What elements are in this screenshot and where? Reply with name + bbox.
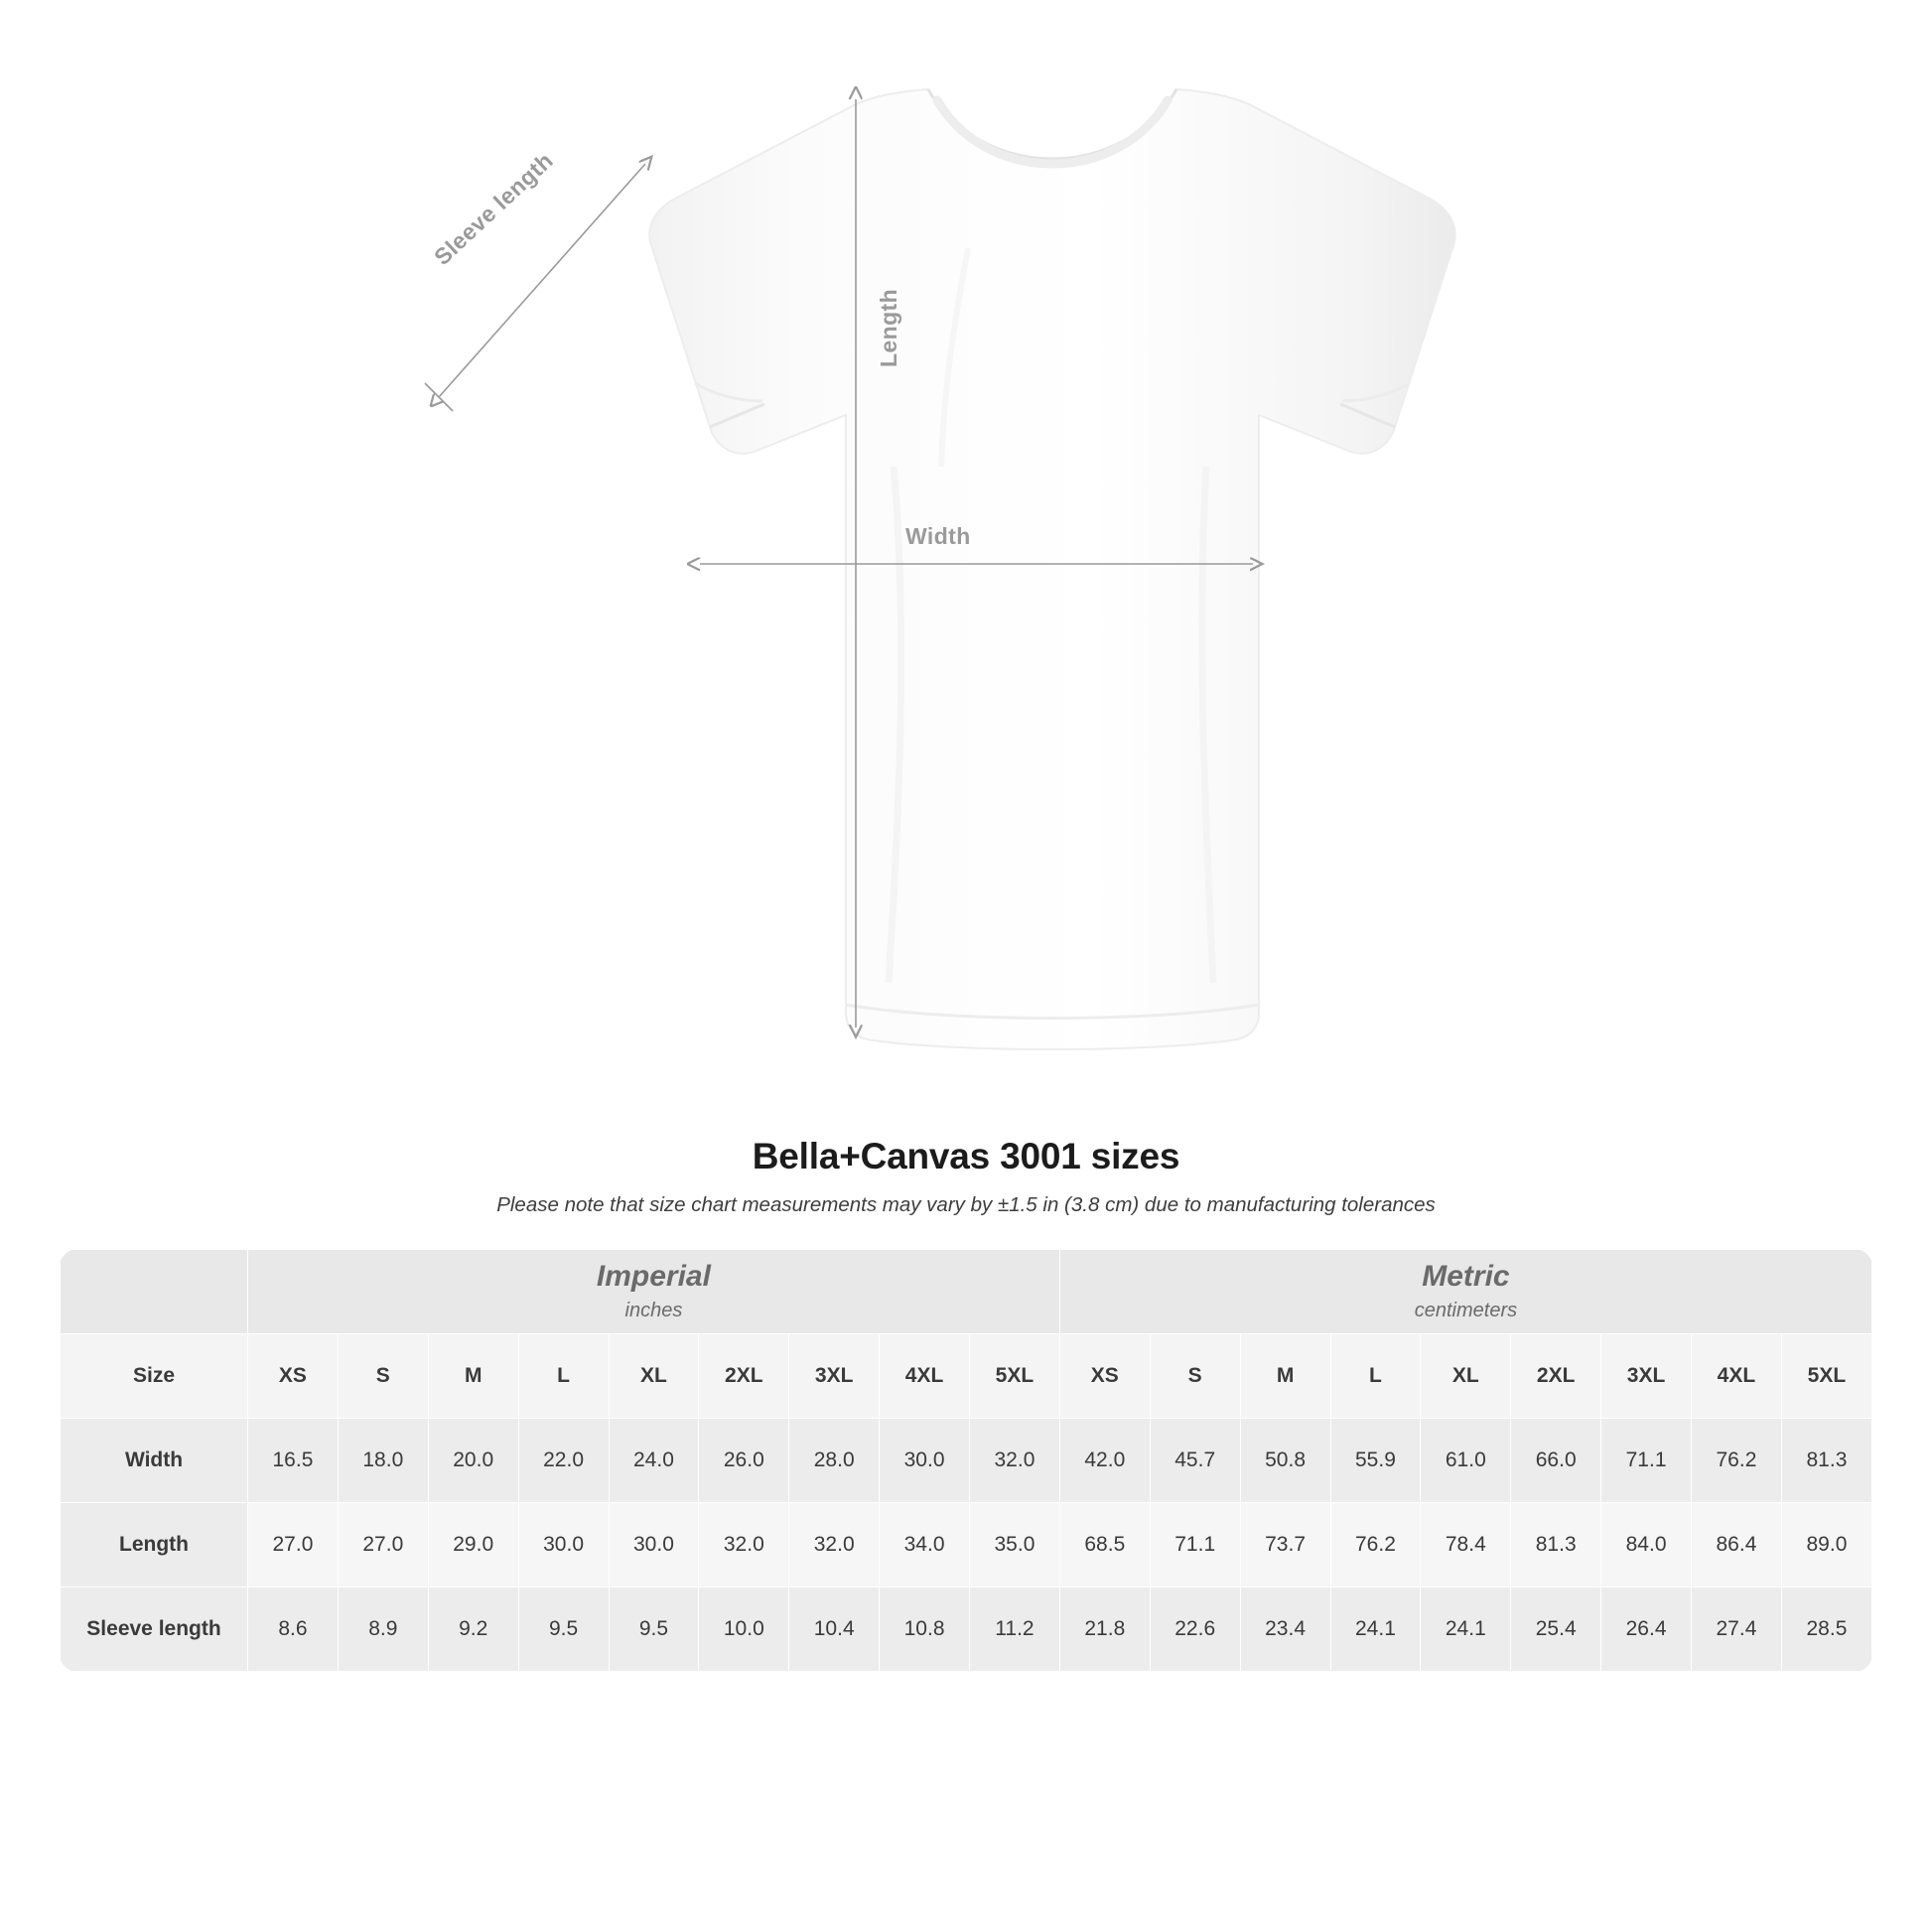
measurement-cell: 55.9: [1330, 1419, 1421, 1503]
size-header-cell: 4XL: [1692, 1334, 1782, 1419]
size-header-row: [61, 1334, 1872, 1419]
size-header-cell: 3XL: [789, 1334, 880, 1419]
size-chart-table-wrapper: [60, 1249, 1872, 1672]
measurement-cell: 66.0: [1511, 1419, 1601, 1503]
table-row: [61, 1503, 1872, 1587]
measurement-cell: 50.8: [1240, 1419, 1330, 1503]
unit-name: Imperial: [596, 1260, 711, 1294]
chart-heading: [0, 1136, 1932, 1217]
measurement-cell: 32.0: [699, 1503, 789, 1587]
measurement-cell: 71.1: [1150, 1503, 1240, 1587]
measurement-cell: 16.5: [248, 1419, 339, 1503]
measurement-cell: 34.0: [880, 1503, 970, 1587]
size-header-label: Size: [61, 1334, 248, 1419]
measurement-cell: 27.4: [1692, 1587, 1782, 1672]
measurement-cell: 22.6: [1150, 1587, 1240, 1672]
measurement-cell: 81.3: [1511, 1503, 1601, 1587]
size-header-cell: 2XL: [699, 1334, 789, 1419]
measurement-cell: 27.0: [248, 1503, 339, 1587]
measurement-cell: 32.0: [789, 1503, 880, 1587]
size-header-cell: S: [1150, 1334, 1240, 1419]
unit-subtitle: centimeters: [1414, 1299, 1518, 1321]
size-header-cell: XL: [609, 1334, 699, 1419]
measurement-cell: 10.8: [880, 1587, 970, 1672]
measurement-cell: 11.2: [970, 1587, 1060, 1672]
measurement-cell: 32.0: [970, 1419, 1060, 1503]
measurement-cell: 28.0: [789, 1419, 880, 1503]
size-header-cell: L: [1330, 1334, 1421, 1419]
measurement-cell: 30.0: [518, 1503, 609, 1587]
unit-subtitle: inches: [624, 1299, 683, 1321]
width-label: Width: [905, 523, 971, 549]
size-header-cell: XS: [1059, 1334, 1150, 1419]
measurement-cell: 29.0: [428, 1503, 518, 1587]
measurement-cell: 35.0: [970, 1503, 1060, 1587]
measurement-cell: 25.4: [1511, 1587, 1601, 1672]
table-row: [61, 1587, 1872, 1672]
measurement-cell: 26.4: [1601, 1587, 1692, 1672]
table-row: [61, 1419, 1872, 1503]
measurement-cell: 81.3: [1781, 1419, 1871, 1503]
unit-header-imperial: [248, 1250, 1060, 1334]
row-label: Sleeve length: [61, 1587, 248, 1672]
measurement-cell: 76.2: [1330, 1503, 1421, 1587]
size-header-cell: M: [428, 1334, 518, 1419]
measurement-cell: 24.1: [1330, 1587, 1421, 1672]
measurement-cell: 86.4: [1692, 1503, 1782, 1587]
measurement-cell: 71.1: [1601, 1419, 1692, 1503]
page-title: Bella+Canvas 3001 sizes: [752, 1136, 1180, 1176]
measurement-cell: 45.7: [1150, 1419, 1240, 1503]
tolerance-note: Please note that size chart measurements may vary by ±1.5 in (3.8 cm) due to manufacturing tolerances: [496, 1193, 1436, 1216]
measurement-cell: 68.5: [1059, 1503, 1150, 1587]
measurement-cell: 8.9: [338, 1587, 428, 1672]
measurement-cell: 9.5: [518, 1587, 609, 1672]
measurement-cell: 30.0: [880, 1419, 970, 1503]
table-corner-cell: [61, 1250, 248, 1334]
measurement-cell: 78.4: [1421, 1503, 1511, 1587]
measurement-cell: 73.7: [1240, 1503, 1330, 1587]
measurement-cell: 24.1: [1421, 1587, 1511, 1672]
measurement-cell: 10.4: [789, 1587, 880, 1672]
measurement-cell: 28.5: [1781, 1587, 1871, 1672]
unit-name: Metric: [1422, 1260, 1510, 1294]
size-header-cell: 3XL: [1601, 1334, 1692, 1419]
measurement-cell: 23.4: [1240, 1587, 1330, 1672]
measurement-cell: 24.0: [609, 1419, 699, 1503]
size-header-cell: 4XL: [880, 1334, 970, 1419]
length-label: Length: [876, 288, 901, 367]
size-chart-table: [60, 1249, 1872, 1672]
measurement-cell: 30.0: [609, 1503, 699, 1587]
measurement-cell: 61.0: [1421, 1419, 1511, 1503]
measurement-cell: 76.2: [1692, 1419, 1782, 1503]
measurement-cell: 9.5: [609, 1587, 699, 1672]
row-label: Width: [61, 1419, 248, 1503]
row-label: Length: [61, 1503, 248, 1587]
size-header-cell: M: [1240, 1334, 1330, 1419]
size-header-cell: L: [518, 1334, 609, 1419]
measurement-cell: 20.0: [428, 1419, 518, 1503]
sleeve-length-label: Sleeve length: [429, 147, 558, 271]
measurement-cell: 18.0: [338, 1419, 428, 1503]
unit-header-metric: [1059, 1250, 1871, 1334]
measurement-cell: 10.0: [699, 1587, 789, 1672]
measurement-cell: 89.0: [1781, 1503, 1871, 1587]
size-header-cell: XS: [248, 1334, 339, 1419]
measurement-cell: 84.0: [1601, 1503, 1692, 1587]
size-header-cell: 5XL: [1781, 1334, 1871, 1419]
measurement-cell: 8.6: [248, 1587, 339, 1672]
measurement-cell: 9.2: [428, 1587, 518, 1672]
size-header-cell: XL: [1421, 1334, 1511, 1419]
unit-header-row: [61, 1250, 1872, 1334]
measurement-cell: 27.0: [338, 1503, 428, 1587]
size-header-cell: 2XL: [1511, 1334, 1601, 1419]
size-header-cell: 5XL: [970, 1334, 1060, 1419]
measurement-cell: 42.0: [1059, 1419, 1150, 1503]
measurement-cell: 21.8: [1059, 1587, 1150, 1672]
measurement-cell: 26.0: [699, 1419, 789, 1503]
size-header-cell: S: [338, 1334, 428, 1419]
measurement-cell: 22.0: [518, 1419, 609, 1503]
